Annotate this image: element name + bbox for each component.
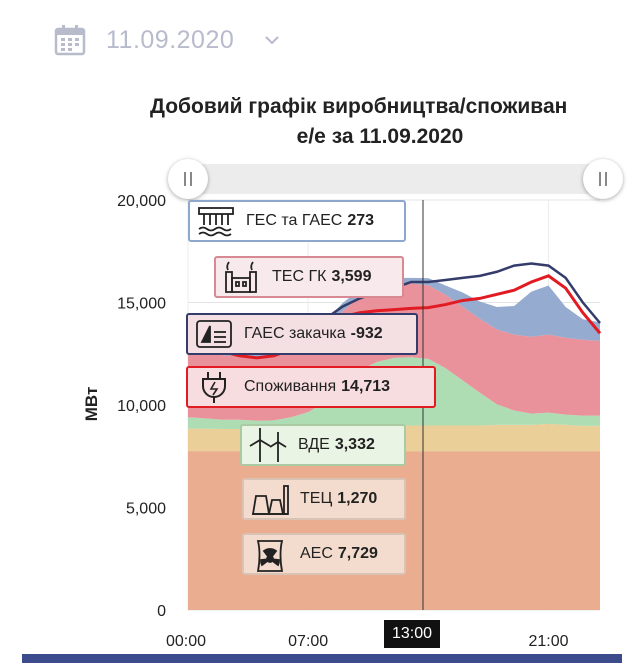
y-axis-label: МВт (82, 386, 101, 422)
x-tick-label: 21:00 (528, 633, 569, 650)
y-tick-label: 10,000 (117, 398, 166, 415)
plug-icon (192, 368, 236, 406)
x-tick-label: 07:00 (288, 633, 329, 650)
crosshair-time-badge: 13:00 (384, 620, 440, 648)
tooltip-consumption (186, 366, 436, 408)
y-tick-label: 20,000 (117, 193, 166, 210)
tooltip-consumption-label: Споживання (244, 378, 337, 395)
wind-turbine-icon (246, 426, 290, 464)
date-value[interactable]: 11.09.2020 (106, 25, 235, 54)
tooltip-vde (240, 424, 406, 466)
range-handle-right[interactable] (583, 159, 623, 199)
pump-storage-icon (192, 315, 236, 353)
tooltip-aes-value: 7,729 (337, 545, 378, 562)
area-aes (188, 451, 600, 610)
y-tick-label: 5,000 (125, 500, 166, 518)
tooltip-consumption-value: 14,713 (341, 378, 391, 395)
tooltip-ges (188, 200, 406, 242)
tooltip-ges-label: ГЕС та ГАЕС (246, 212, 343, 229)
bottom-nav-bar (22, 654, 622, 663)
tooltip-aes-label: АЕС (300, 545, 333, 562)
tooltip-vde-value: 3,332 (334, 436, 375, 453)
x-tick-label: 00:00 (165, 633, 207, 650)
tooltip-gaes-label: ГАЕС закачка (244, 325, 346, 342)
chart-title-line2: е/е за 11.09.2020 (296, 125, 464, 148)
y-tick-label: 15,000 (117, 295, 166, 313)
tooltip-ges-value: 273 (347, 212, 375, 229)
y-tick-label: 0 (157, 603, 166, 620)
range-scrollbar[interactable] (186, 164, 606, 194)
tooltip-tec (242, 478, 406, 520)
chart-title-line1: Добовий графік виробництва/споживан (150, 95, 568, 118)
tooltip-vde-label: ВДЕ (298, 436, 330, 453)
range-handle-left[interactable] (168, 159, 208, 199)
tooltip-gaes (186, 313, 418, 355)
tooltip-tes-label: ТЕС ГК (272, 268, 327, 285)
tooltip-tec-label: ТЕЦ (300, 490, 333, 507)
chp-plant-icon (248, 480, 292, 518)
tooltip-aes (242, 533, 406, 575)
tooltip-tes-value: 3,599 (331, 268, 372, 285)
tooltip-gaes-value: -932 (350, 325, 383, 342)
thermal-plant-icon (220, 258, 264, 296)
tooltip-tec-value: 1,270 (337, 490, 378, 507)
tooltip-tes (214, 256, 404, 298)
nuclear-plant-icon (248, 535, 292, 573)
hydro-plant-icon (194, 202, 238, 240)
